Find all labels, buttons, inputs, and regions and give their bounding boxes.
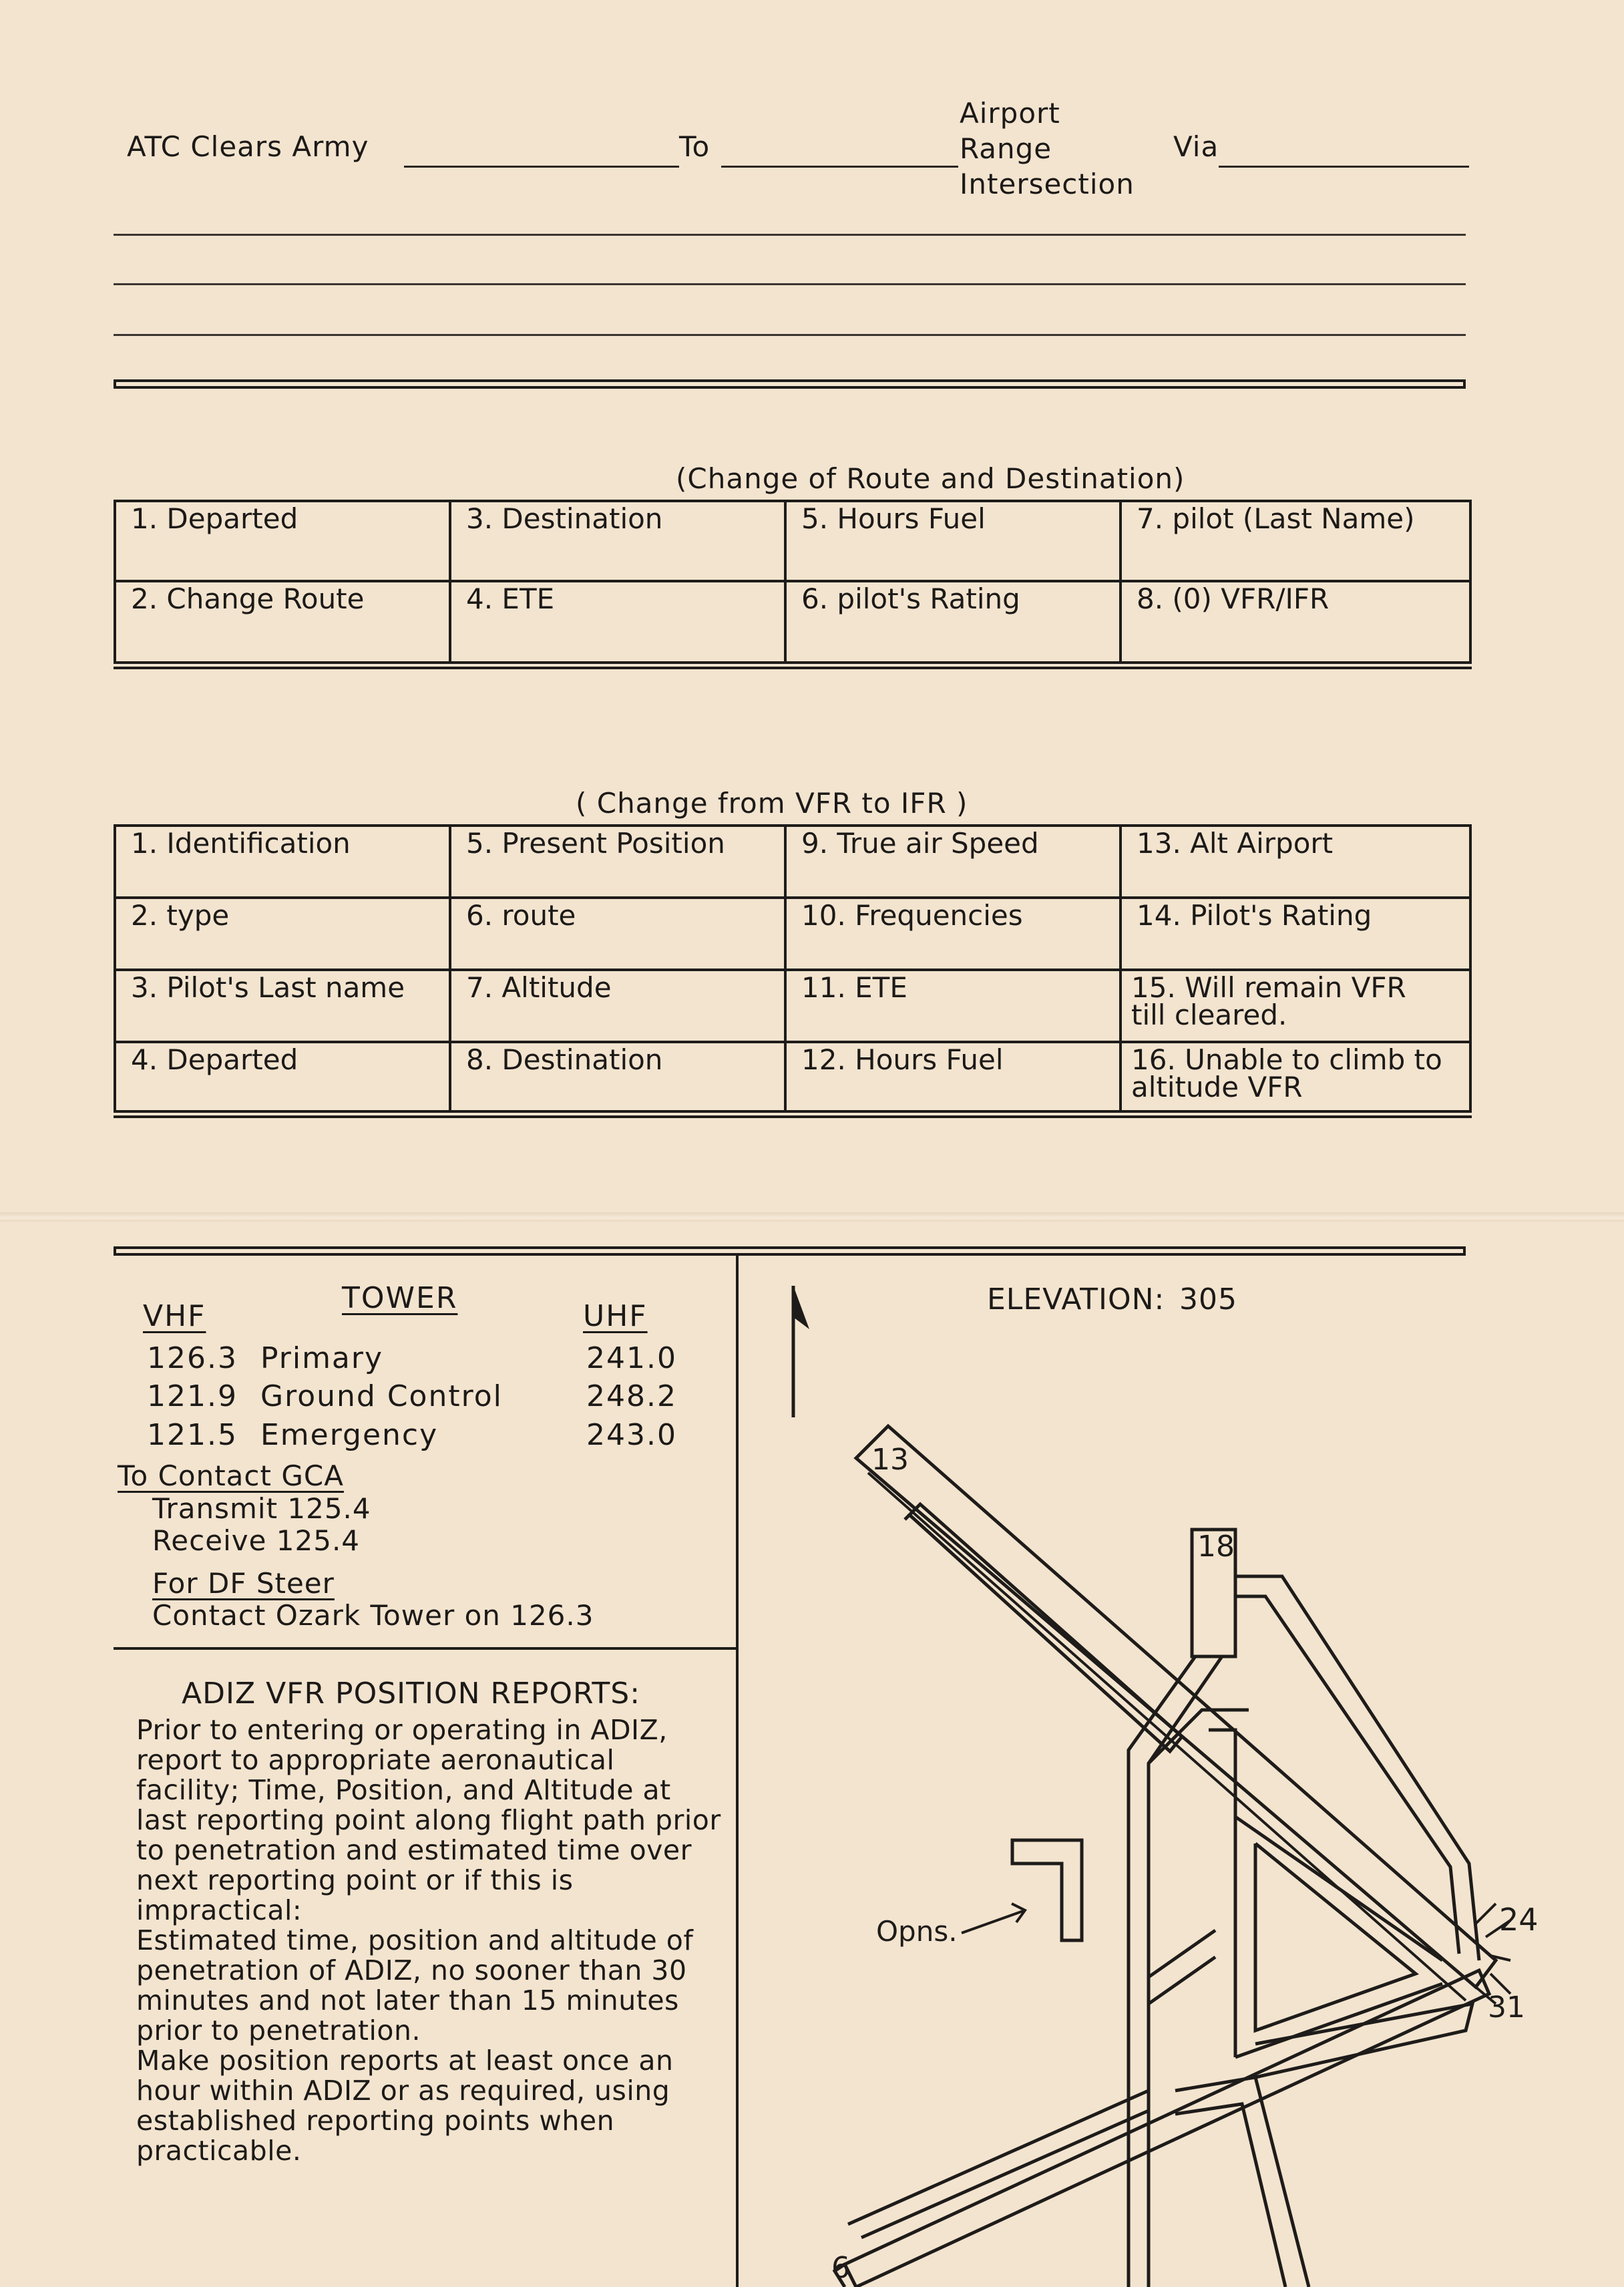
elevation-label: ELEVATION: bbox=[987, 1282, 1165, 1316]
ground-control-label: Ground Control bbox=[260, 1379, 503, 1413]
airport-option: Airport bbox=[960, 97, 1060, 130]
pilot-last-name-cell[interactable]: 7. pilot (Last Name) bbox=[1121, 501, 1470, 581]
uhf-heading: UHF bbox=[583, 1299, 648, 1333]
operations-building bbox=[1012, 1840, 1082, 1940]
taxiway-system bbox=[1129, 1656, 1472, 2287]
uhf-ground: 248.2 bbox=[586, 1379, 677, 1413]
destination-cell[interactable]: 8. Destination bbox=[450, 1042, 785, 1114]
df-steer-contact: Contact Ozark Tower on 126.3 bbox=[152, 1599, 594, 1632]
runway-13-31 bbox=[856, 1426, 1496, 2000]
route-cell[interactable]: 6. route bbox=[450, 898, 785, 970]
opns-label: Opns. bbox=[876, 1915, 958, 1948]
uhf-emergency: 243.0 bbox=[586, 1418, 677, 1452]
elevation-value: 305 bbox=[1179, 1282, 1237, 1316]
runway-24-label: 24 bbox=[1499, 1902, 1539, 1938]
adiz-paragraph-2: Estimated time, position and altitude of penetration of ADIZ, no sooner than 30 minutes and not later than 15 minutes prior to penetration. bbox=[136, 1924, 694, 2047]
via-label: Via bbox=[1173, 130, 1219, 163]
adiz-title: ADIZ VFR POSITION REPORTS: bbox=[182, 1677, 641, 1711]
gca-receive: Receive 125.4 bbox=[152, 1524, 361, 1557]
hours-fuel-cell[interactable]: 5. Hours Fuel bbox=[785, 501, 1121, 581]
tower-heading: TOWER bbox=[342, 1281, 458, 1315]
destination-cell[interactable]: 3. Destination bbox=[450, 501, 785, 581]
true-air-speed-cell[interactable]: 9. True air Speed bbox=[785, 826, 1121, 898]
opns-arrow-icon bbox=[962, 1904, 1025, 1933]
runway-18-label: 18 bbox=[1197, 1530, 1235, 1564]
atc-clears-army-label: ATC Clears Army bbox=[127, 130, 369, 163]
adiz-paragraph-3: Make position reports at least once an hour within ADIZ or as required, using established reporting points when practicable. bbox=[136, 2045, 674, 2167]
type-cell[interactable]: 2. type bbox=[115, 898, 450, 970]
change-route-cell[interactable]: 2. Change Route bbox=[115, 581, 450, 665]
uhf-primary: 241.0 bbox=[586, 1341, 677, 1375]
identification-cell[interactable]: 1. Identification bbox=[115, 826, 450, 898]
runway-6-label: 6 bbox=[831, 2251, 850, 2285]
pilots-rating-cell[interactable]: 14. Pilot's Rating bbox=[1121, 898, 1470, 970]
hours-fuel-cell[interactable]: 12. Hours Fuel bbox=[785, 1042, 1121, 1114]
unable-to-climb-cell[interactable]: 16. Unable to climb to altitude VFR bbox=[1121, 1042, 1470, 1114]
gca-transmit: Transmit 125.4 bbox=[152, 1492, 371, 1525]
change-route-title: (Change of Route and Destination) bbox=[676, 462, 1185, 495]
ete-cell[interactable]: 11. ETE bbox=[785, 970, 1121, 1042]
departed-cell[interactable]: 1. Departed bbox=[115, 501, 450, 581]
gca-heading: To Contact GCA bbox=[118, 1459, 344, 1492]
ete-cell[interactable]: 4. ETE bbox=[450, 581, 785, 665]
pilots-rating-cell[interactable]: 6. pilot's Rating bbox=[785, 581, 1121, 665]
will-remain-vfr-cell[interactable]: 15. Will remain VFR till cleared. bbox=[1121, 970, 1470, 1042]
frequencies-cell[interactable]: 10. Frequencies bbox=[785, 898, 1121, 970]
adiz-paragraph-1: Prior to entering or operating in ADIZ, report to appropriate aeronautical facility; Time, Position, and Altitude at last reporting point along flight path prior to penetration and estimated time over next reporting point or if this is impractical: bbox=[136, 1714, 721, 1926]
runway-31-label: 31 bbox=[1488, 1990, 1525, 2025]
change-vfr-ifr-title: ( Change from VFR to IFR ) bbox=[576, 787, 968, 820]
to-label: To bbox=[679, 130, 710, 163]
vhf-primary: 126.3 bbox=[147, 1341, 238, 1375]
runway-13-label: 13 bbox=[871, 1443, 909, 1477]
altitude-cell[interactable]: 7. Altitude bbox=[450, 970, 785, 1042]
departed-cell[interactable]: 4. Departed bbox=[115, 1042, 450, 1114]
alt-airport-cell[interactable]: 13. Alt Airport bbox=[1121, 826, 1470, 898]
vfr-ifr-cell[interactable]: 8. (0) VFR/IFR bbox=[1121, 581, 1470, 665]
range-option: Range bbox=[960, 132, 1052, 165]
vhf-ground: 121.9 bbox=[147, 1379, 238, 1413]
intersection-option: Intersection bbox=[960, 168, 1135, 200]
df-steer-heading: For DF Steer bbox=[152, 1567, 335, 1600]
north-arrow-icon bbox=[793, 1286, 809, 1417]
present-position-cell[interactable]: 5. Present Position bbox=[450, 826, 785, 898]
primary-label: Primary bbox=[260, 1341, 384, 1375]
emergency-label: Emergency bbox=[260, 1418, 439, 1452]
vhf-emergency: 121.5 bbox=[147, 1418, 238, 1452]
pilots-last-name-cell[interactable]: 3. Pilot's Last name bbox=[115, 970, 450, 1042]
vhf-heading: VHF bbox=[143, 1299, 206, 1333]
